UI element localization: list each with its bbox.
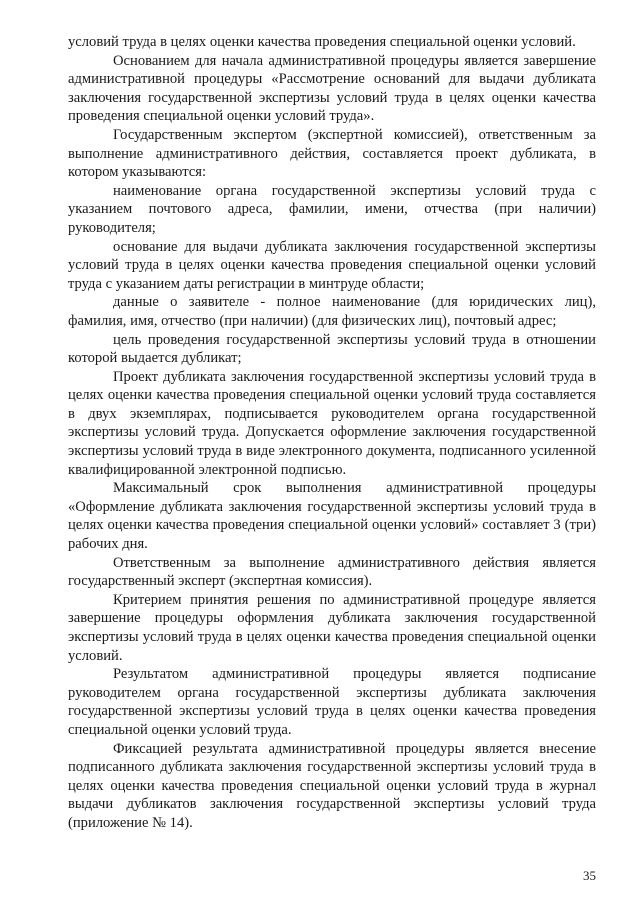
page-number: 35 <box>583 868 596 883</box>
paragraph: наименование органа государственной экспертизы условий труда с указанием почтового адреса, фамилии, имени, отчества (при наличии) руководителя; <box>68 182 596 236</box>
document-body <box>68 33 596 833</box>
paragraph: Ответственным за выполнение административного действия является государственный эксперт (экспертная комиссия). <box>68 554 596 590</box>
paragraph: цель проведения государственной экспертизы условий труда в отношении которой выдается дубликат; <box>68 331 596 367</box>
paragraph: условий труда в целях оценки качества проведения специальной оценки условий. <box>68 34 576 50</box>
paragraph: данные о заявителе - полное наименование (для юридических лиц), фамилия, имя, отчество (при наличии) (для физических лиц), почтовый адрес; <box>68 294 596 329</box>
paragraph: Критерием принятия решения по административной процедуре является завершение процедуры оформления дубликата заключения государственной экспертизы условий труда в целях оценки качества проведения специальной оценки условий. <box>68 591 596 664</box>
paragraph: Максимальный срок выполнения административной процедуры «Оформление дубликата заключения государственной экспертизы условий труда в целях оценки качества проведения специальной оценки условий» составляет 3 (три) рабочих дня. <box>68 480 596 553</box>
paragraph: Государственным экспертом (экспертной комиссией), ответственным за выполнение административного действия, составляется проект дубликата, в котором указываются: <box>68 126 596 181</box>
paragraph: Основанием для начала административной процедуры является завершение административной процедуры «Рассмотрение оснований для выдачи дубликата заключения государственной экспертизы условий труда в целях оценки качества проведения специальной оценки условий труда». <box>68 52 596 125</box>
paragraph: Результатом административной процедуры является подписание руководителем органа государственной экспертизы дубликата заключения государственной экспертизы условий труда в целях оценки качества проведения специальной оценки условий труда. <box>68 666 596 738</box>
paragraph: Фиксацией результата административной процедуры является внесение подписанного дубликата заключения государственной экспертизы условий труда в целях оценки качества проведения специальной оценки условий труда в журнал выдачи дубликатов заключения государственной экспертизы условий труда (приложение № 14). <box>68 740 596 831</box>
paragraph: Проект дубликата заключения государственной экспертизы условий труда в целях оценки качества проведения специальной оценки условий труда составляется в двух экземплярах, подписывается руководителем органа государственной экспертизы условий труда. Допускается оформление заключения государственной экспертизы условий труда в виде электронного документа, подписанного усиленной квалифицированной электронной подписью. <box>68 368 596 478</box>
paragraph: основание для выдачи дубликата заключения государственной экспертизы условий труда в целях оценки качества проведения специальной оценки условий труда с указанием даты регистрации в минтруде области; <box>68 238 596 292</box>
